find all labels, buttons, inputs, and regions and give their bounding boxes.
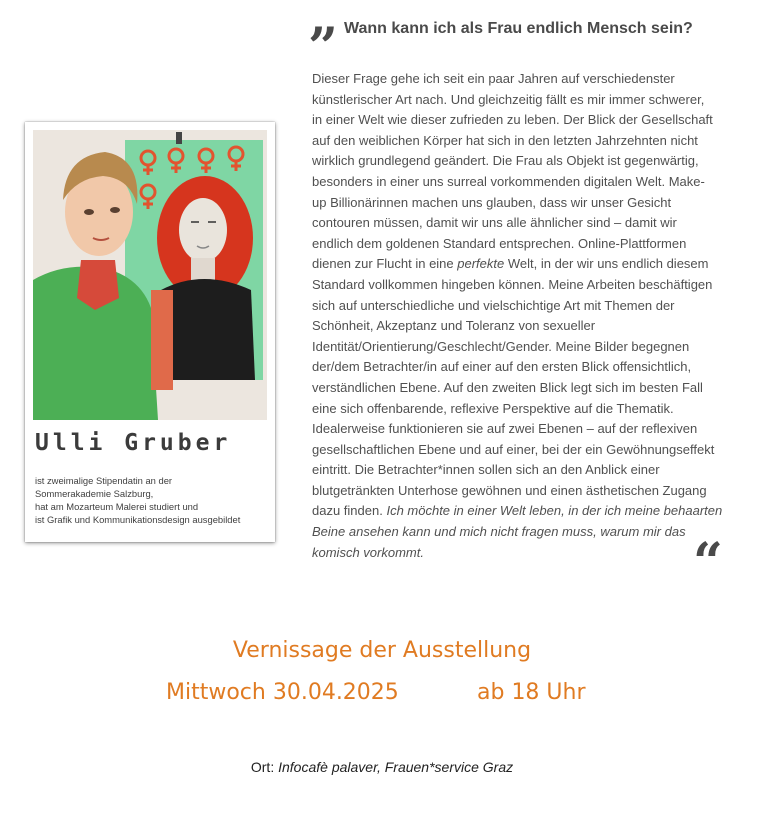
event-title: Vernissage der Ausstellung <box>232 638 532 663</box>
quote-line: blutgetränkten Unterhose gewöhnen und einen ästhetischen Zugang <box>312 482 707 498</box>
artist-photo <box>33 130 267 420</box>
quote-line: Idealerweise funktionieren sie auf zwei Ebenen – auf der reflexiven <box>312 421 698 437</box>
quote-line: wirklich grundlegend geändert. Die Frau als Objekt ist gegenwärtig, <box>312 153 699 169</box>
artist-photo-illustration <box>33 130 267 420</box>
artist-bio-line: ist zweimalige Stipendatin an der <box>35 475 173 486</box>
quote-line: up Billionärinnen machen uns glauben, dass wir unser Gesicht <box>312 194 672 210</box>
quote-line: Standard vollkommen hingeben können. Meine Arbeiten beschäftigen <box>312 276 713 292</box>
quote-line: contouren müssen, damit wir uns alle ähnlicher sind – damit wir <box>312 215 677 231</box>
quote-text: dienen zur Flucht in eine <box>312 256 458 272</box>
quote-heading: Wann kann ich als Frau endlich Mensch sein? <box>344 20 693 37</box>
quote-emphasis: Beine ansehen kann und mich nicht fragen muss, warum mir das <box>312 524 686 540</box>
event-place-label: Ort: <box>250 759 279 775</box>
quote-line: endlich dem goldenen Standard entsprechen. Online-Plattformen <box>312 235 687 251</box>
quote-text: Welt, in der wir uns endlich diesem <box>504 256 709 272</box>
event-place <box>0 759 764 775</box>
quote-text: dazu finden. <box>312 503 387 519</box>
artist-bio-line: ist Grafik und Kommunikationsdesign ausgebildet <box>35 514 241 525</box>
quote-line: auf den weiblichen Körper hat sich in den letzten Jahrzehnten nicht <box>312 132 698 148</box>
quote-line: der/dem Betrachter/in auf einer auf den ersten Blick offensichtlich, <box>312 359 692 375</box>
event-time: ab 18 Uhr <box>477 680 586 705</box>
artist-card <box>25 122 275 542</box>
quote-line: besonders in einer uns surreal vorkommenden digitalen Welt. Make- <box>312 173 705 189</box>
event-date: Mittwoch 30.04.2025 <box>166 680 399 705</box>
quote-line: verständlichen Ebene. Auf den zweiten Blick legt sich im besten Fall <box>312 379 703 395</box>
quote-line <box>312 501 738 522</box>
artist-bio-line: Sommerakademie Salzburg, <box>35 488 154 499</box>
quote-body <box>312 69 738 563</box>
quote-line: Identität/Orientierung/Geschlecht/Gender. Meine Bilder begegnen <box>312 338 690 354</box>
artist-bio <box>35 474 271 526</box>
quote-line: gesellschaftlichen Ebene und auf einer, bei der ein Gewöhnungseffekt <box>312 441 715 457</box>
artist-name: Ulli Gruber <box>35 430 232 456</box>
quote-line: sich auf unterschiedliche und vielschichtige Art mit Themen der <box>312 297 675 313</box>
open-quote-icon: ” <box>308 17 338 78</box>
quote-line <box>312 522 738 543</box>
quote-line: in einer Welt wie dieser zufrieden zu leben. Der Blick der Gesellschaft <box>312 112 713 128</box>
quote-line: eintritt. Die Betrachter*innen sollen sich an den Anblick einer <box>312 462 660 478</box>
quote-line: eine sich offenbarende, reflexive Perspektive auf die Thematik. <box>312 400 674 416</box>
quote-line <box>312 254 738 275</box>
quote-emphasis: komisch vorkommt. <box>312 544 424 560</box>
quote-line: Dieser Frage gehe ich seit ein paar Jahren auf verschiedenster <box>312 71 675 86</box>
quote-emphasis: Ich möchte in einer Welt leben, in der ich meine behaarten <box>386 503 723 519</box>
quote-emphasis: perfekte <box>457 256 505 272</box>
close-quote-icon: “ <box>693 532 723 593</box>
artist-bio-line: hat am Mozarteum Malerei studiert und <box>35 501 199 512</box>
quote-line: Schönheit, Akzeptanz und Toleranz von sexueller <box>312 318 596 334</box>
quote-line: künstlerischer Art nach. Und gleichzeitig fällt es mir immer schwerer, <box>312 91 705 107</box>
event-place-value: Infocafè palaver, Frauen*service Graz <box>278 759 514 775</box>
quote-line <box>312 543 738 564</box>
